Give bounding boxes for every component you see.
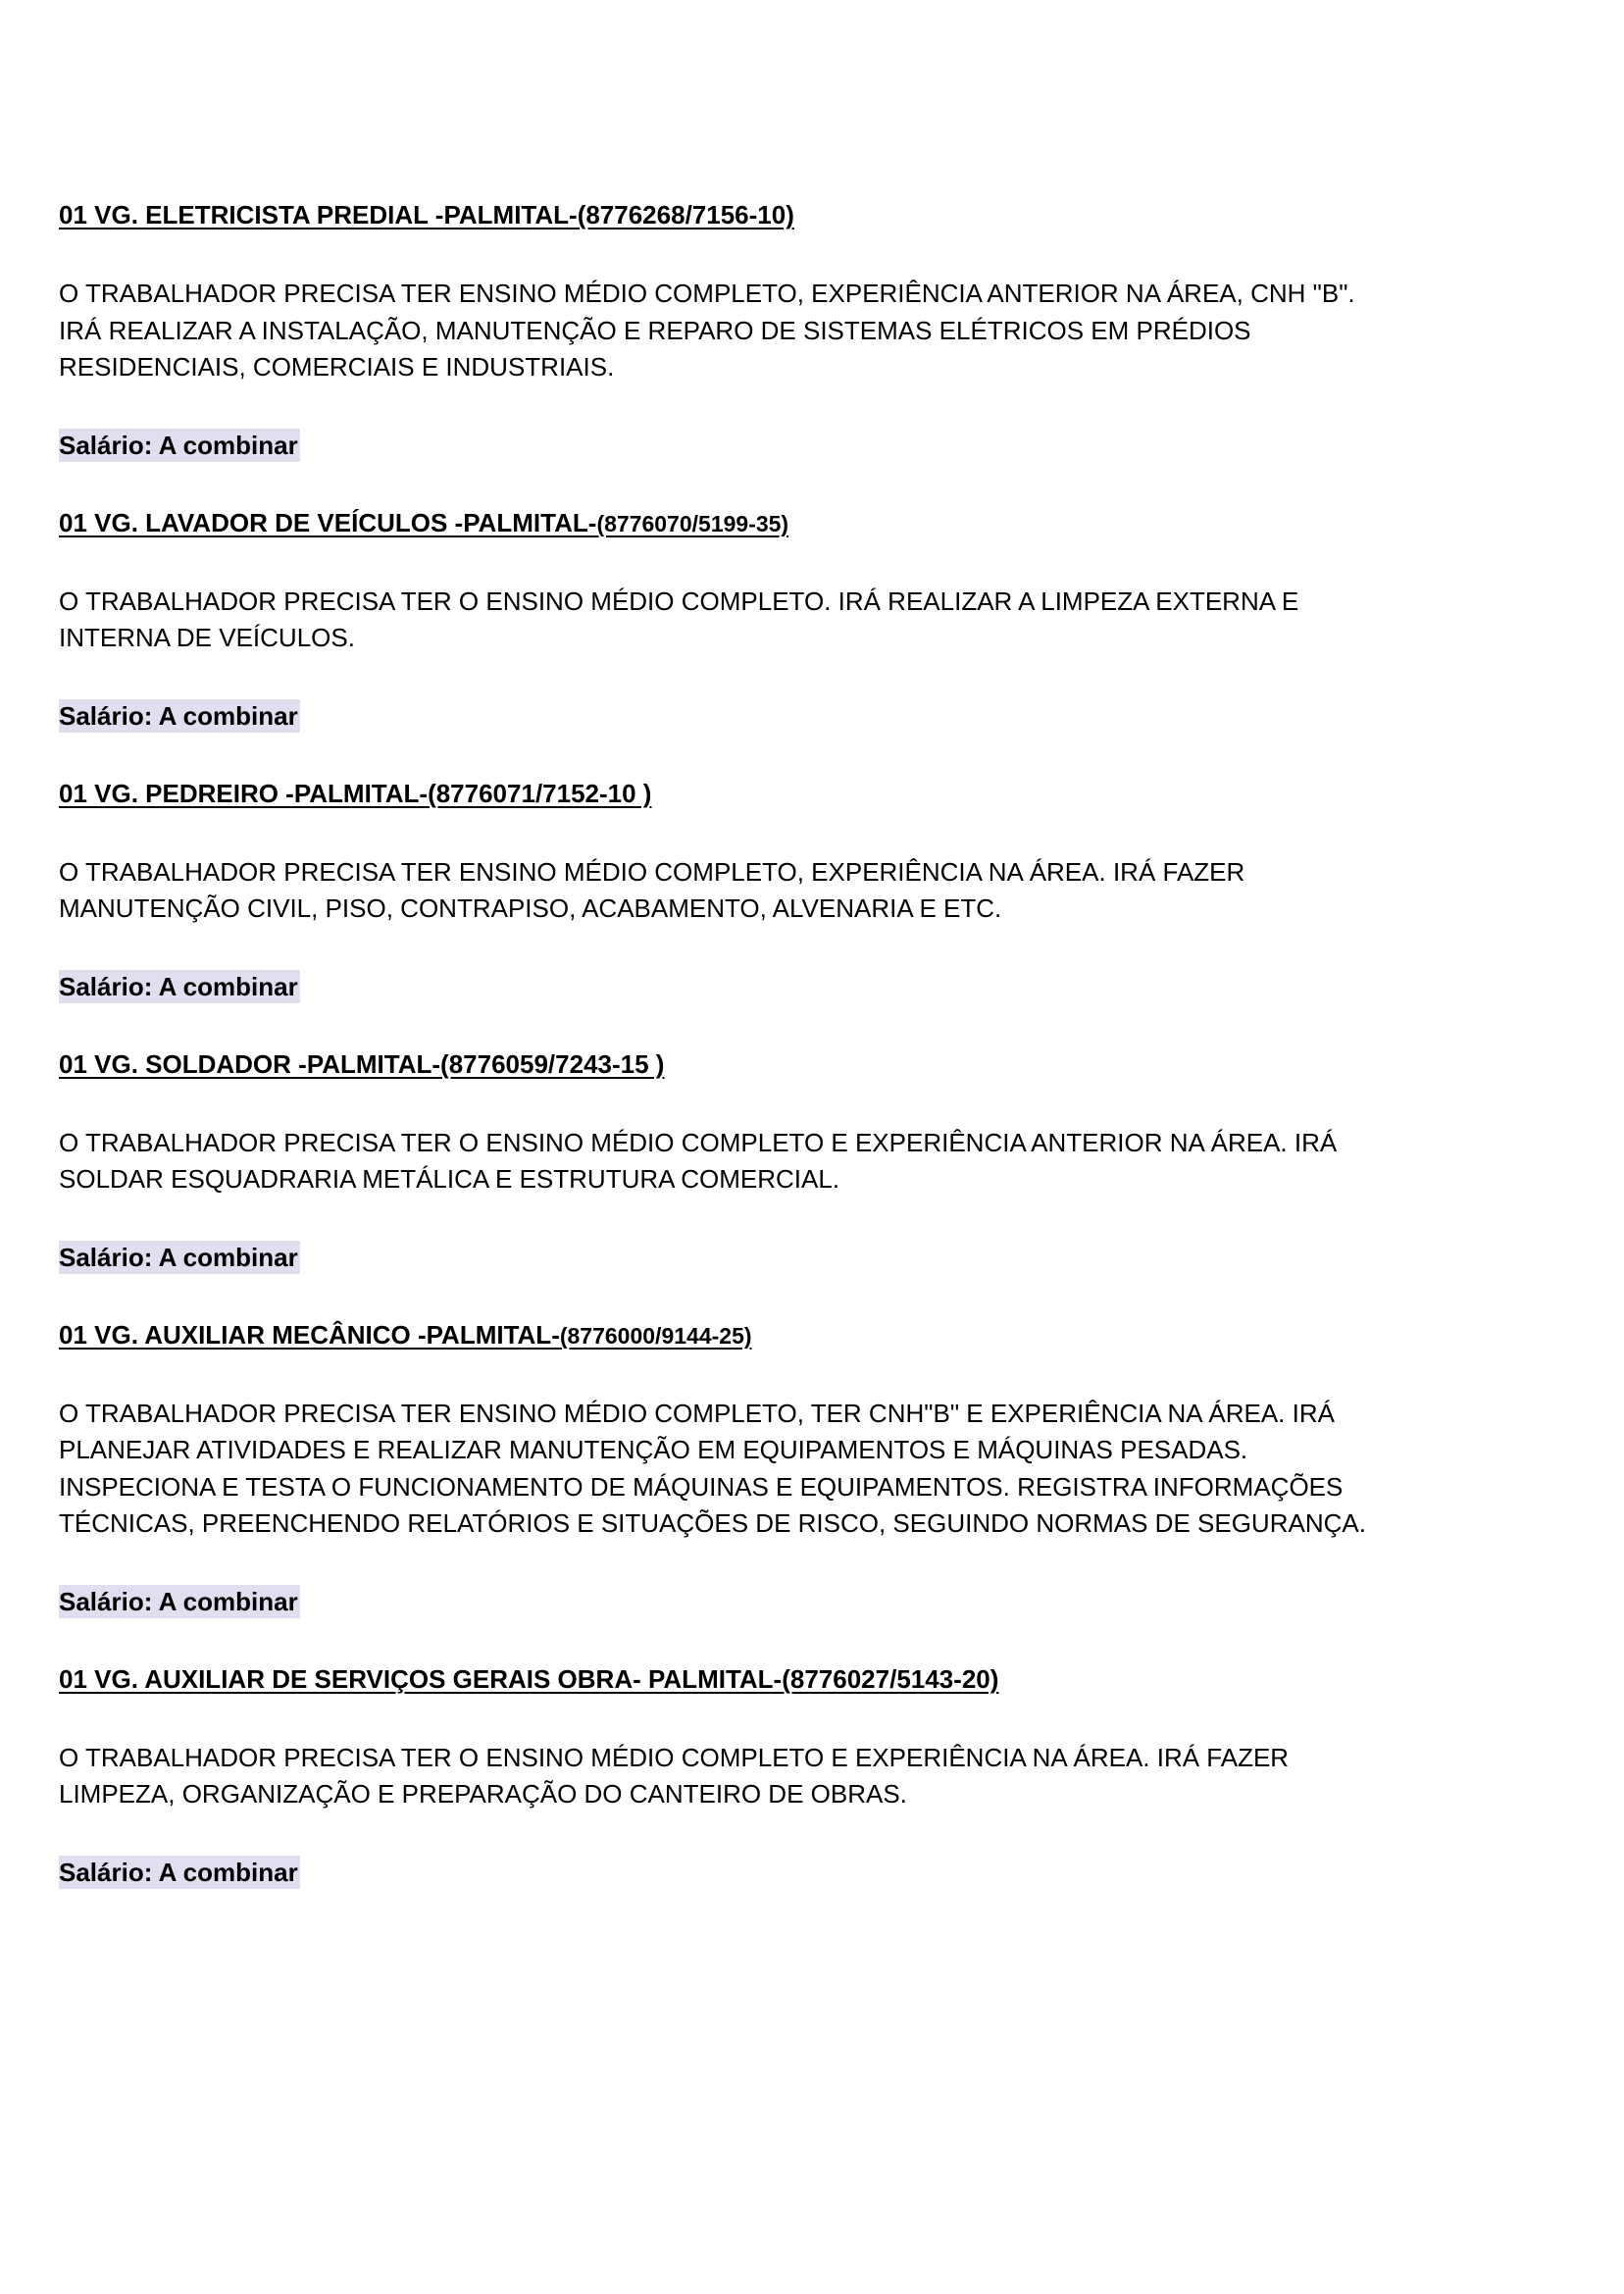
salary-label: Salário: A combinar <box>59 430 298 460</box>
job-title-text: 01 VG. ELETRICISTA PREDIAL -PALMITAL- <box>59 200 578 229</box>
salary-label: Salário: A combinar <box>59 1586 298 1616</box>
job-description: O TRABALHADOR PRECISA TER ENSINO MÉDIO COMPLETO, EXPERIÊNCIA NA ÁREA. IRÁ FAZER MANUTENÇÃO CIVIL, PISO, CONTRAPISO, ACABAMENTO, ALVENARIA E ETC. <box>59 856 1245 923</box>
job-listings <box>59 196 1510 1889</box>
job-listing <box>59 1316 1510 1618</box>
job-title <box>59 504 1510 541</box>
job-title <box>59 1316 1510 1353</box>
job-code: (8776000/9144-25) <box>559 1322 752 1349</box>
job-title-text: 01 VG. AUXILIAR DE SERVIÇOS GERAIS OBRA- PALMITAL- <box>59 1663 783 1694</box>
salary-label: Salário: A combinar <box>59 971 298 1001</box>
salary-label: Salário: A combinar <box>59 1242 298 1272</box>
job-description: O TRABALHADOR PRECISA TER ENSINO MÉDIO COMPLETO, EXPERIÊNCIA ANTERIOR NA ÁREA, CNH "B". IRÁ REALIZAR A INSTALAÇÃO, MANUTENÇÃO E REPARO DE SISTEMAS ELÉTRICOS EM PRÉDIOS RESIDENCIAIS, COMERCIAIS E INDUSTRIAIS. <box>59 279 1355 382</box>
job-listing <box>59 196 1510 462</box>
job-code: (8776070/5199-35) <box>596 510 789 536</box>
job-title-text: 01 VG. SOLDADOR -PALMITAL- <box>59 1048 441 1079</box>
salary-label: Salário: A combinar <box>59 700 298 731</box>
job-description: O TRABALHADOR PRECISA TER O ENSINO MÉDIO COMPLETO E EXPERIÊNCIA ANTERIOR NA ÁREA. IRÁ SOLDAR ESQUADRARIA METÁLICA E ESTRUTURA COMERCIAL. <box>59 1127 1338 1194</box>
job-title-text: 01 VG. PEDREIRO -PALMITAL- <box>59 778 429 808</box>
job-title <box>59 1660 1510 1698</box>
job-listing <box>59 1660 1510 1889</box>
salary-label: Salário: A combinar <box>59 1857 298 1887</box>
job-description: O TRABALHADOR PRECISA TER O ENSINO MÉDIO COMPLETO. IRÁ REALIZAR A LIMPEZA EXTERNA E INTERNA DE VEÍCULOS. <box>59 586 1299 652</box>
job-description: O TRABALHADOR PRECISA TER O ENSINO MÉDIO COMPLETO E EXPERIÊNCIA NA ÁREA. IRÁ FAZER LIMPEZA, ORGANIZAÇÃO E PREPARAÇÃO DO CANTEIRO DE OBRAS. <box>59 1742 1290 1809</box>
job-title <box>59 196 1510 233</box>
job-description: O TRABALHADOR PRECISA TER ENSINO MÉDIO COMPLETO, TER CNH"B" E EXPERIÊNCIA NA ÁREA. IRÁ PLANEJAR ATIVIDADES E REALIZAR MANUTENÇÃO EM EQUIPAMENTOS E MÁQUINAS PESADAS. INSPECIONA E TESTA O FUNCIONAMENTO DE MÁQUINAS E EQUIPAMENTOS. REGISTRA INFORMAÇÕES TÉCNICAS, PREENCHENDO RELATÓRIOS E SITUAÇÕES DE RISCO, SEGUINDO NORMAS DE SEGURANÇA. <box>59 1398 1366 1538</box>
job-code: (8776059/7243-15 ) <box>440 1048 665 1079</box>
job-listing <box>59 1045 1510 1274</box>
job-listing <box>59 775 1510 1003</box>
job-title-text: 01 VG. LAVADOR DE VEÍCULOS -PALMITAL- <box>59 507 597 537</box>
job-code: (8776071/7152-10 ) <box>428 778 652 808</box>
job-listing <box>59 504 1510 733</box>
job-code: (8776268/7156-10) <box>577 200 794 229</box>
job-title <box>59 775 1510 812</box>
job-title <box>59 1045 1510 1083</box>
job-code: (8776027/5143-20) <box>782 1663 999 1694</box>
job-title-text: 01 VG. AUXILIAR MECÂNICO -PALMITAL- <box>59 1319 560 1350</box>
